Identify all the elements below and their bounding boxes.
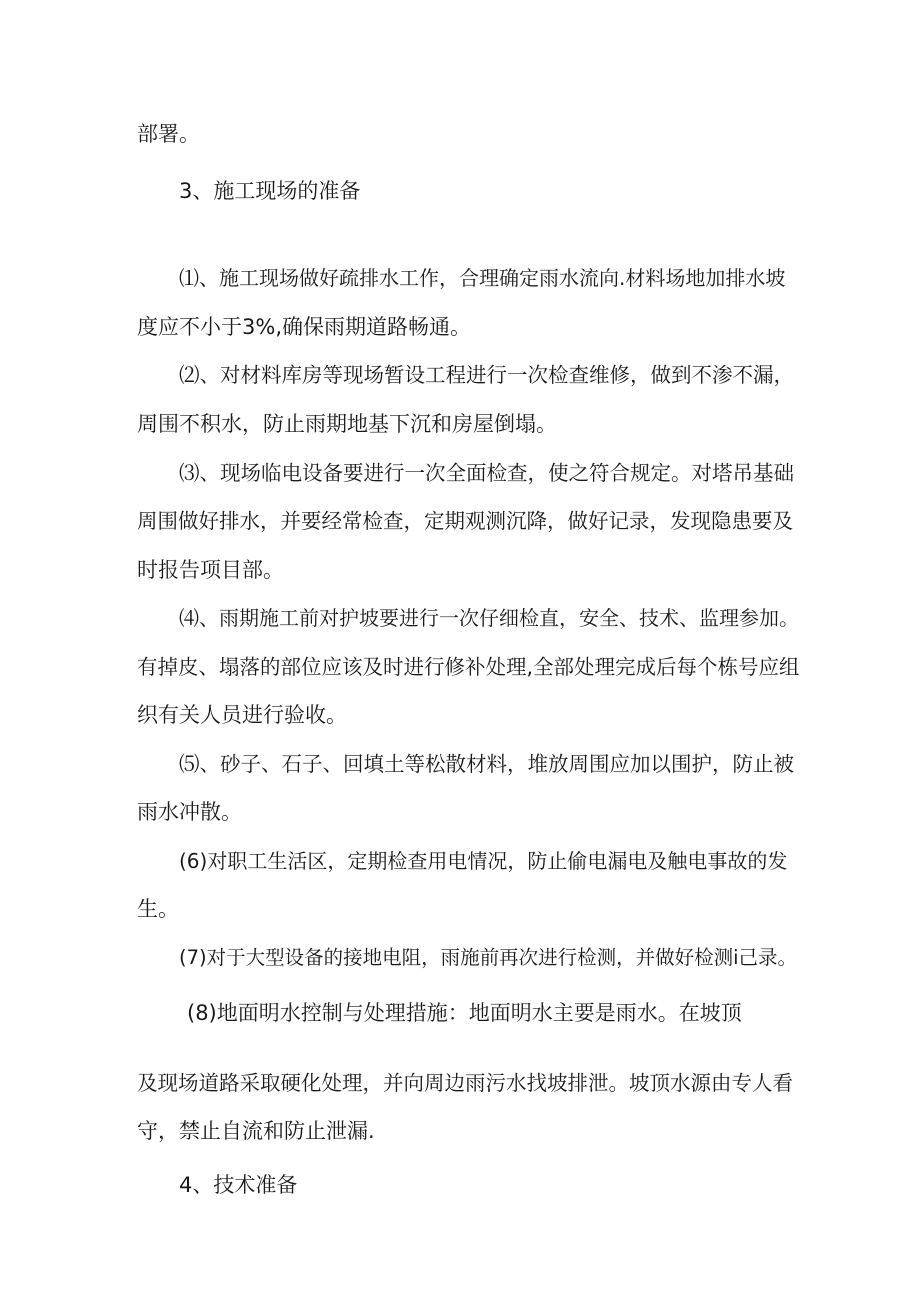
text-line-12: 织有关人员进行验收。 [137,703,347,727]
text-line-17: (7)对于大型设备的接地电阻，雨施前再次进行检测，并做好检测i己录。 [179,946,798,969]
text-line-19: 及现场道路采取硬化处理，并向周边雨污水找坡排泄。坡顶水源由专人看 [137,1071,793,1095]
section-heading-technical-preparation: 4、技术准备 [179,1173,298,1197]
text-line-14: 雨水冲散。 [137,800,242,824]
text-line-10: ⑷、雨期施工前对护坡要进行一次仔细检直，安全、技术、监理参加。 [179,606,799,630]
text-line-9: 时报告项目部。 [137,558,284,582]
text-line-3: ⑴、施工现场做好疏排水工作，合理确定雨水流向.材料场地加排水坡 [179,266,786,290]
text-line-16: 生。 [137,897,179,921]
text-line-7: ⑶、现场临电设备要进行一次全面检查，使之符合规定。对塔吊基础 [179,461,794,485]
text-line-8: 周围做好排水，并要经常检查，定期观测沉降，做好记录，发现隐患要及 [137,509,793,533]
text-line-4: 度应不小于3%,确保雨期道路畅通。 [137,315,471,339]
text-line-11: 有掉皮、塌落的部位应该及时进行修补处理,全部处理完成后每个栋号应组 [137,655,800,679]
text-line-13: ⑸、砂子、石子、回填土等松散材料，堆放周围应加以围护，防止被 [179,752,794,776]
text-line-5: ⑵、对材料库房等现场暂设工程进行一次检查维修，做到不渗不漏， [179,363,794,387]
text-line-6: 周围不积水，防止雨期地基下沉和房屋倒塌。 [137,412,557,436]
text-line-18: (8)地面明水控制与处理措施：地面明水主要是雨水。在坡顶 [187,1001,742,1025]
section-heading-site-preparation: 3、施工现场的准备 [179,179,361,203]
text-line-20: 守，禁止自流和防止泄漏. [137,1119,375,1143]
text-line-15: (6)对职工生活区，定期检查用电情况，防止偷电漏电及触电事故的发 [179,849,788,873]
text-line-1: 部署。 [137,122,200,146]
